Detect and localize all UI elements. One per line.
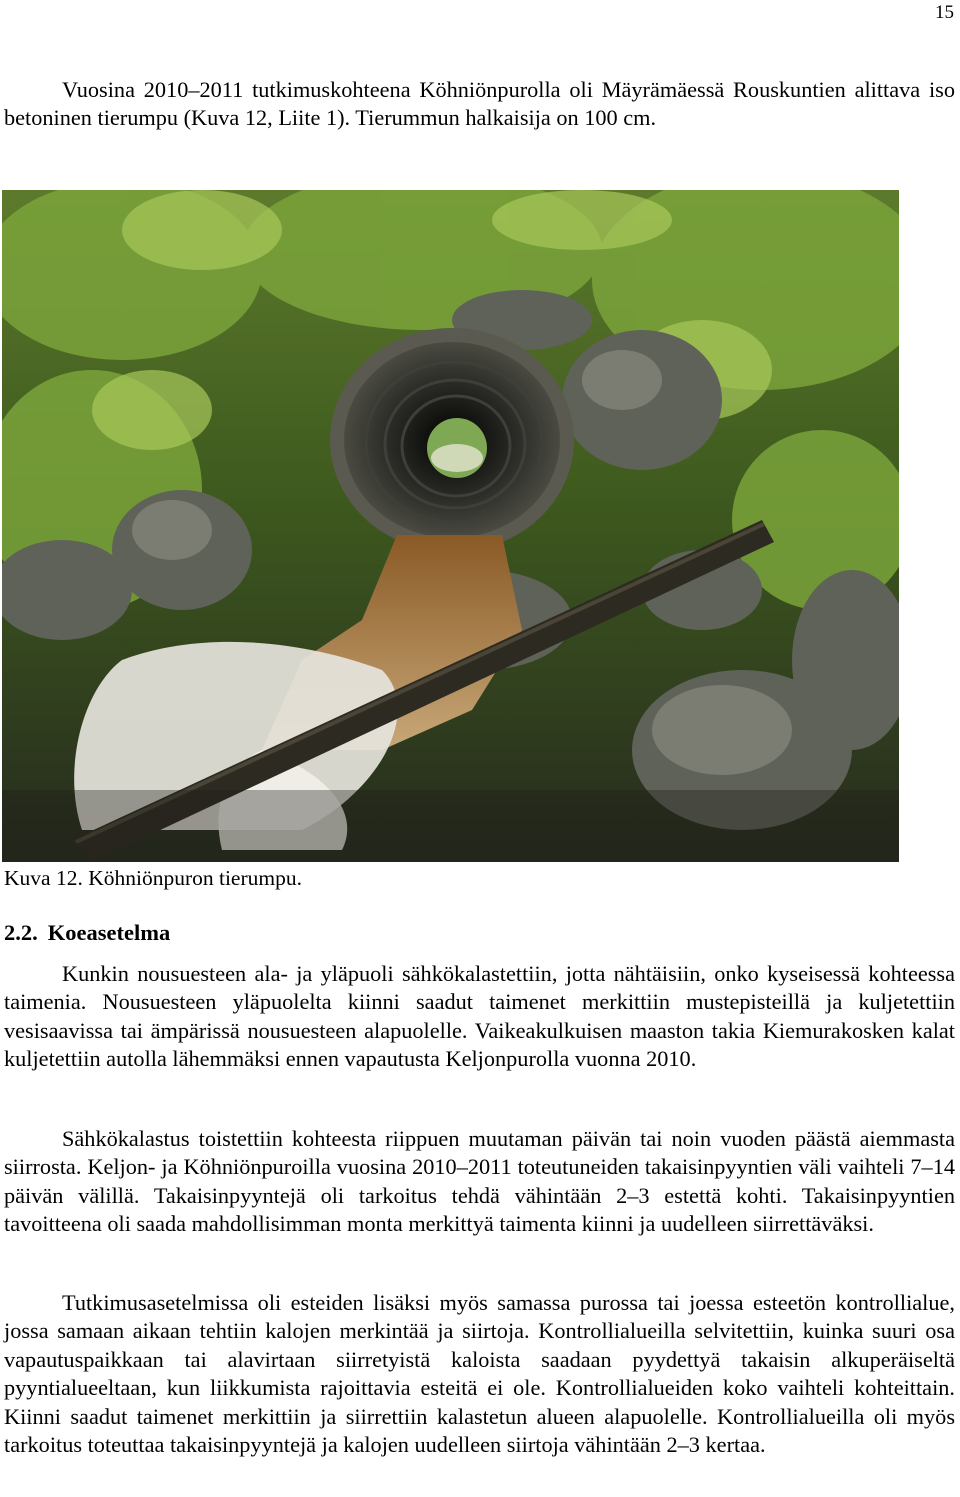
paragraph-3-text: Tutkimusasetelmissa oli esteiden lisäksi myös samassa purossa tai joessa esteetön kontrollialue, jossa samaan aikaan tehtiin kalojen merkintää ja siirtoja. Kontrollialueilla selvitettiin, kuinka suuri osa vapautuspaikkaan tai alavirtaan siirretyistä kaloista saadaan pyydettyä takaisin alkuperäiseltä pyyntialueeltaan, kun liikkumista rajoittavia esteitä ei ole. Kontrollialueiden koko vaihteli kohteittain. Kiinni saadut taimenet merkittiin ja siirrettiin kalastetun alueen alapuolelle. Kontrollialueilla oli myös tarkoitus toteuttaa takaisinpyyntejä ja kalojen uudelleen siirtoja vähintään 2–3 kertaa. [4, 1290, 955, 1458]
culvert-photo [2, 190, 899, 862]
section-paragraph-3 [4, 1289, 955, 1459]
section-paragraph-2 [4, 1125, 955, 1239]
section-heading [4, 920, 170, 946]
paragraph-2-text: Sähkökalastus toistettiin kohteesta riippuen muutaman päivän tai noin vuoden päästä aiemmasta siirrosta. Keljon- ja Köhniönpuroilla vuosina 2010–2011 toteutuneiden takaisinpyyntien väli vaihteli 7–14 päivän välillä. Takaisinpyyntejä oli tarkoitus tehdä vähintään 2–3 estettä kohti. Takaisinpyyntien tavoitteena oli saada mahdollisimman monta merkittyä taimenta kiinni ja uudelleen siirrettäväksi. [4, 1126, 955, 1237]
section-title: Koeasetelma [47, 920, 171, 945]
section-paragraph-1 [4, 960, 955, 1074]
culvert-illustration [2, 190, 899, 862]
intro-paragraph [4, 76, 955, 133]
section-number: 2.2. [4, 920, 38, 945]
page-number: 15 [935, 2, 954, 23]
intro-text: Vuosina 2010–2011 tutkimuskohteena Köhniönpurolla oli Mäyrämäessä Rouskuntien alittava iso betoninen tierumpu (Kuva 12, Liite 1). Tierummun halkaisija on 100 cm. [4, 77, 955, 131]
figure-caption: Kuva 12. Köhniönpuron tierumpu. [4, 866, 302, 890]
paragraph-1-text: Kunkin nousuesteen ala- ja yläpuoli sähkökalastettiin, jotta nähtäisiin, onko kyseisessä kohteessa taimenia. Nousuesteen yläpuolelta kiinni saadut taimenet merkittiin mustepisteillä ja kuljetettiin vesisaavissa tai ämpärissä nousuesteen alapuolelle. Vaikeakulkuisen maaston takia Kiemurakosken kalat kuljetettiin autolla lähemmäksi ennen vapautusta Keljonpurolla vuonna 2010. [4, 961, 955, 1072]
